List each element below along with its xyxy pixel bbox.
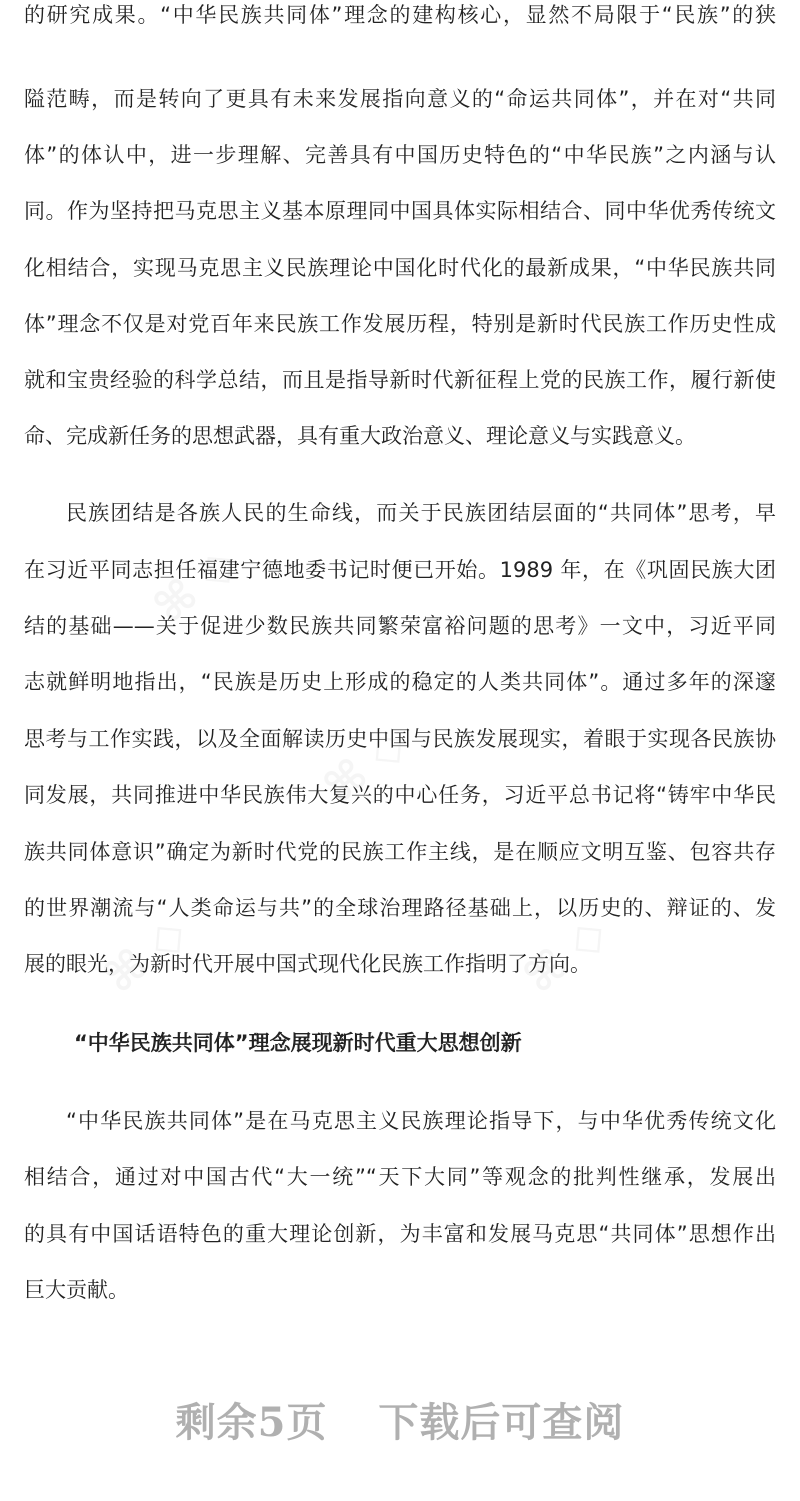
paragraph-2-line: 思考与工作实践，以及全面解读历史中国与民族发展现实，着眼于实现各民族协 xyxy=(24,727,776,751)
paragraph-3-line: 的具有中国话语特色的重大理论创新，为丰富和发展马克思“共同体”思想作出 xyxy=(24,1222,776,1246)
paragraph-1-line: 隘范畴，而是转向了更具有未来发展指向意义的“命运共同体”，并在对“共同 xyxy=(24,87,776,111)
section-heading: “中华民族共同体”理念展现新时代重大思想创新 xyxy=(74,1031,522,1055)
watermark: ⌘ ◇ xyxy=(514,907,616,1004)
remaining-pages-label: 剩余5页 xyxy=(175,1399,328,1446)
paragraph-1-line: 体”理念不仅是对党百年来民族工作发展历程，特别是新时代民族工作历史性成 xyxy=(24,312,776,336)
paragraph-2-line: 志就鲜明地指出，“民族是历史上形成的稳定的人类共同体”。通过多年的深邃 xyxy=(24,670,776,694)
paragraph-1-line: 命、完成新任务的思想武器，具有重大政治意义、理论意义与实践意义。 xyxy=(24,424,696,448)
paragraph-1-line: 化相结合，实现马克思主义民族理论中国化时代化的最新成果，“中华民族共同 xyxy=(24,256,776,280)
paragraph-1-line: 就和宝贵经验的科学总结，而且是指导新时代新征程上党的民族工作，履行新使 xyxy=(24,368,776,392)
paragraph-3-line: 相结合，通过对中国古代“大一统”“天下大同”等观念的批判性继承，发展出 xyxy=(24,1165,776,1189)
paragraph-2-line: 族共同体意识”确定为新时代党的民族工作主线，是在顺应文明互鉴、包容共存 xyxy=(24,840,776,864)
paragraph-2-line: 结的基础——关于促进少数民族共同繁荣富裕问题的思考》一文中，习近平同 xyxy=(24,614,776,638)
paragraph-1-line: 的研究成果。“中华民族共同体”理念的建构核心，显然不局限于“民族”的狭 xyxy=(24,3,776,27)
paragraph-2-line: 在习近平同志担任福建宁德地委书记时便已开始。1989 年，在《巩固民族大团 xyxy=(24,558,776,582)
watermark: ⌘ ◇ xyxy=(144,537,246,634)
paragraph-3-line: “中华民族共同体”是在马克思主义民族理论指导下，与中华优秀传统文化 xyxy=(66,1109,776,1133)
paragraph-1-line: 体”的体认中，进一步理解、完善具有中国历史特色的“中华民族”之内涵与认 xyxy=(24,143,776,167)
paragraph-2-line: 同发展，共同推进中华民族伟大复兴的中心任务，习近平总书记将“铸牢中华民 xyxy=(24,783,776,807)
watermark: ⌘ ◇ xyxy=(314,717,416,814)
download-banner[interactable] xyxy=(0,1398,800,1448)
paragraph-3-line: 巨大贡献。 xyxy=(24,1278,129,1302)
watermark: ⌘ ◇ xyxy=(94,907,196,1004)
paragraph-2-line: 展的眼光，为新时代开展中国式现代化民族工作指明了方向。 xyxy=(24,952,591,976)
paragraph-1-line: 同。作为坚持把马克思主义基本原理同中国具体实际相结合、同中华优秀传统文 xyxy=(24,199,776,223)
paragraph-2-line: 的世界潮流与“人类命运与共”的全球治理路径基础上，以历史的、辩证的、发 xyxy=(24,896,776,920)
paragraph-2-line: 民族团结是各族人民的生命线，而关于民族团结层面的“共同体”思考，早 xyxy=(66,501,776,525)
download-to-view-label: 下载后可查阅 xyxy=(378,1399,625,1446)
